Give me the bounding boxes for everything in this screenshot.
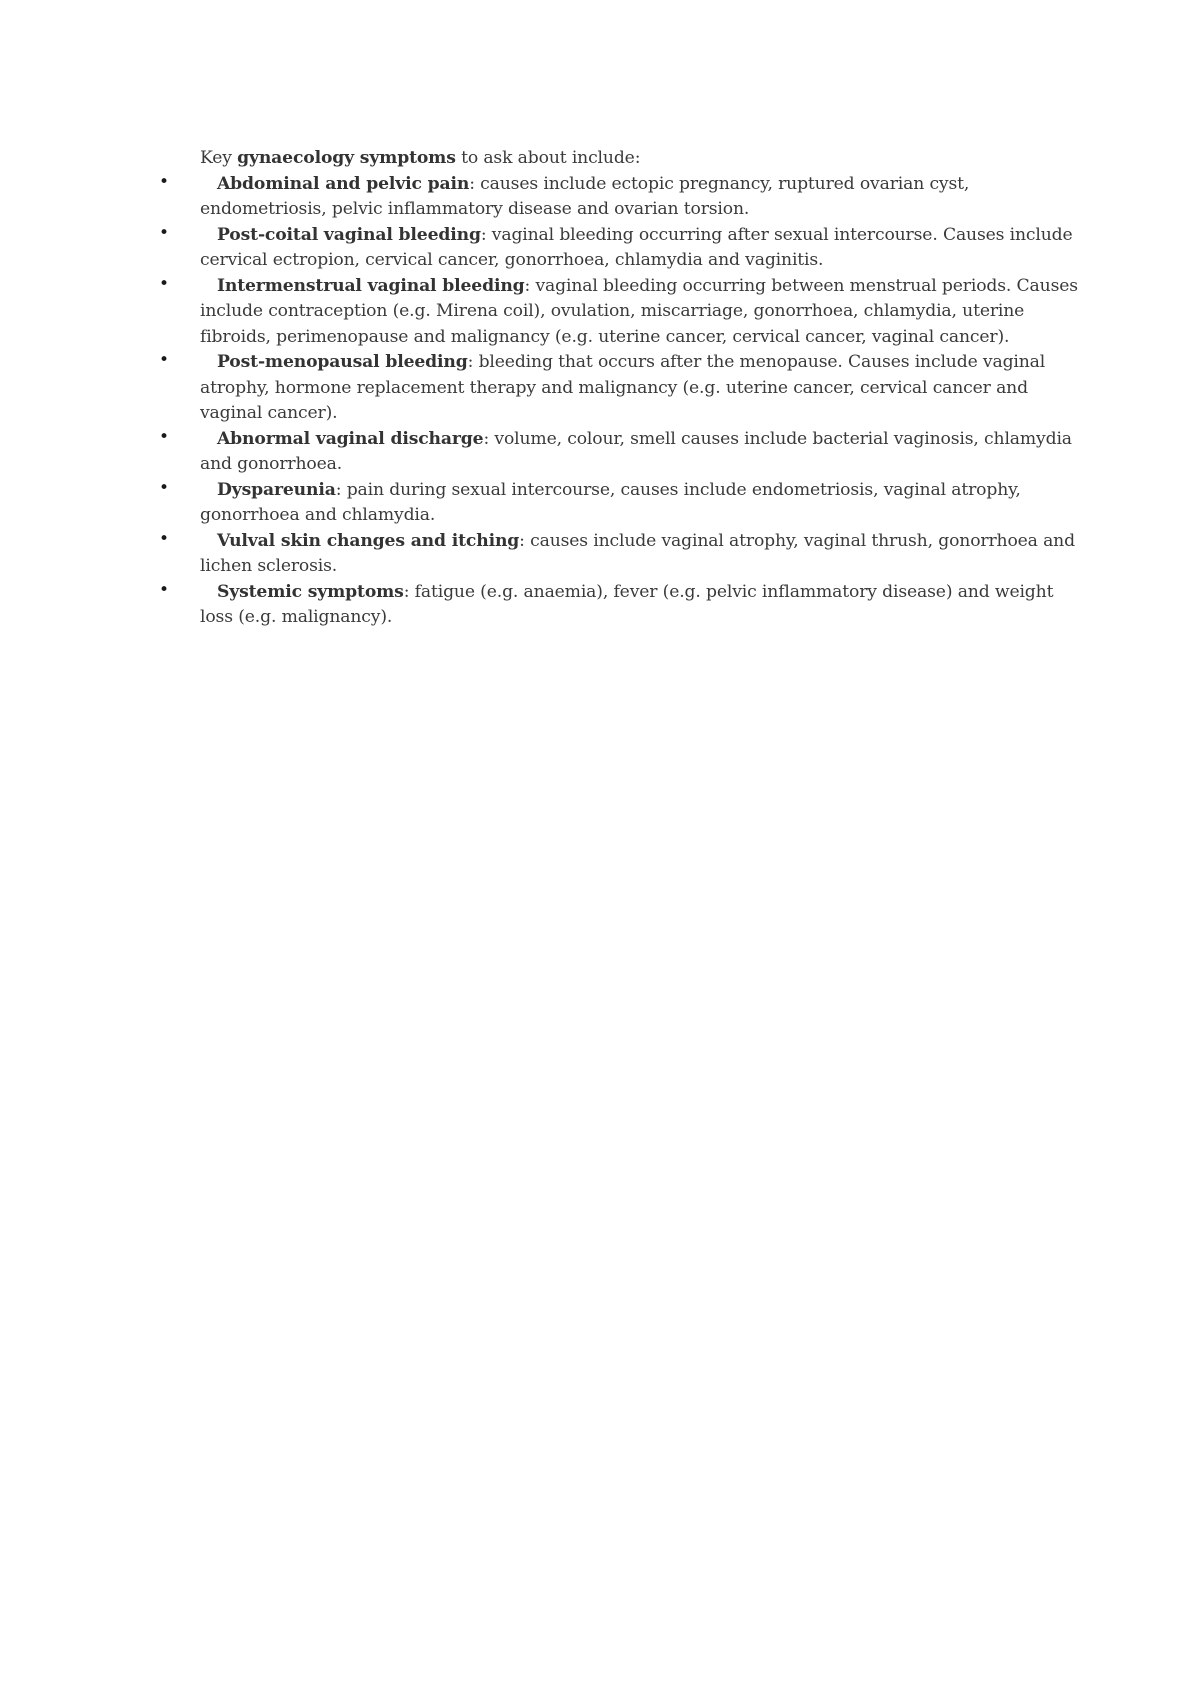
bullet-icon: • (159, 579, 169, 600)
intro-prefix: Key (200, 148, 238, 168)
symptom-term: Abdominal and pelvic pain (217, 173, 470, 194)
bullet-icon: • (159, 171, 169, 192)
intro-suffix: to ask about include: (455, 148, 641, 168)
symptom-term: Post-coital vaginal bleeding (217, 224, 481, 245)
bullet-icon: • (159, 477, 169, 498)
symptom-term: Post-menopausal bleeding (217, 352, 468, 372)
intro-paragraph (200, 146, 1080, 172)
bullet-icon: • (159, 222, 169, 243)
symptom-term: Vulval skin changes and itching (217, 530, 520, 551)
list-item (159, 222, 1080, 274)
symptom-term: Intermenstrual vaginal bleeding (217, 275, 525, 296)
symptom-description: : pain during sexual intercourse, causes include endometriosis, vaginal atrophy, gonorrhoea and chlamydia. (200, 479, 1021, 525)
symptom-term: Dyspareunia (217, 479, 336, 500)
list-item (159, 273, 1080, 351)
list-item (159, 171, 1080, 223)
symptom-description: : causes include vaginal atrophy, vaginal thrush, gonorrhoea and lichen sclerosis. (200, 530, 1075, 576)
symptom-description: : vaginal bleeding occurring between menstrual periods. Causes include contraception (e.g. Mirena coil), ovulation, miscarriage, gonorrhoea, chlamydia, uterine fibroids, perimenopause and malignancy (e.g. uterine cancer, cervical cancer, vaginal cancer). (200, 275, 1078, 347)
symptom-description: : fatigue (e.g. anaemia), fever (e.g. pelvic inflammatory disease) and weight loss (e.g. malignancy). (200, 581, 1054, 627)
list-item (159, 477, 1080, 529)
bullet-icon: • (159, 273, 169, 294)
document-body (159, 146, 1080, 631)
bullet-icon: • (159, 350, 169, 370)
symptom-description: : vaginal bleeding occurring after sexual intercourse. Causes include cervical ectropion, cervical cancer, gonorrhoea, chlamydia and vaginitis. (200, 224, 1073, 270)
list-item (159, 426, 1080, 478)
bullet-icon: • (159, 426, 169, 447)
symptom-description: : causes include ectopic pregnancy, ruptured ovarian cyst, endometriosis, pelvic inflammatory disease and ovarian torsion. (200, 173, 970, 219)
symptom-description: : volume, colour, smell causes include bacterial vaginosis, chlamydia and gonorrhoea. (200, 428, 1072, 474)
bullet-icon: • (159, 528, 169, 549)
list-item (159, 350, 1080, 427)
symptom-description: : bleeding that occurs after the menopause. Causes include vaginal atrophy, hormone replacement therapy and malignancy (e.g. uterine cancer, cervical cancer and vaginal cancer). (200, 352, 1046, 423)
symptom-term: Systemic symptoms (217, 581, 404, 602)
intro-bold-term: gynaecology symptoms (237, 148, 456, 168)
symptom-list (159, 171, 1080, 631)
list-item (159, 579, 1080, 631)
list-item (159, 528, 1080, 580)
symptom-term: Abnormal vaginal discharge (217, 428, 484, 449)
